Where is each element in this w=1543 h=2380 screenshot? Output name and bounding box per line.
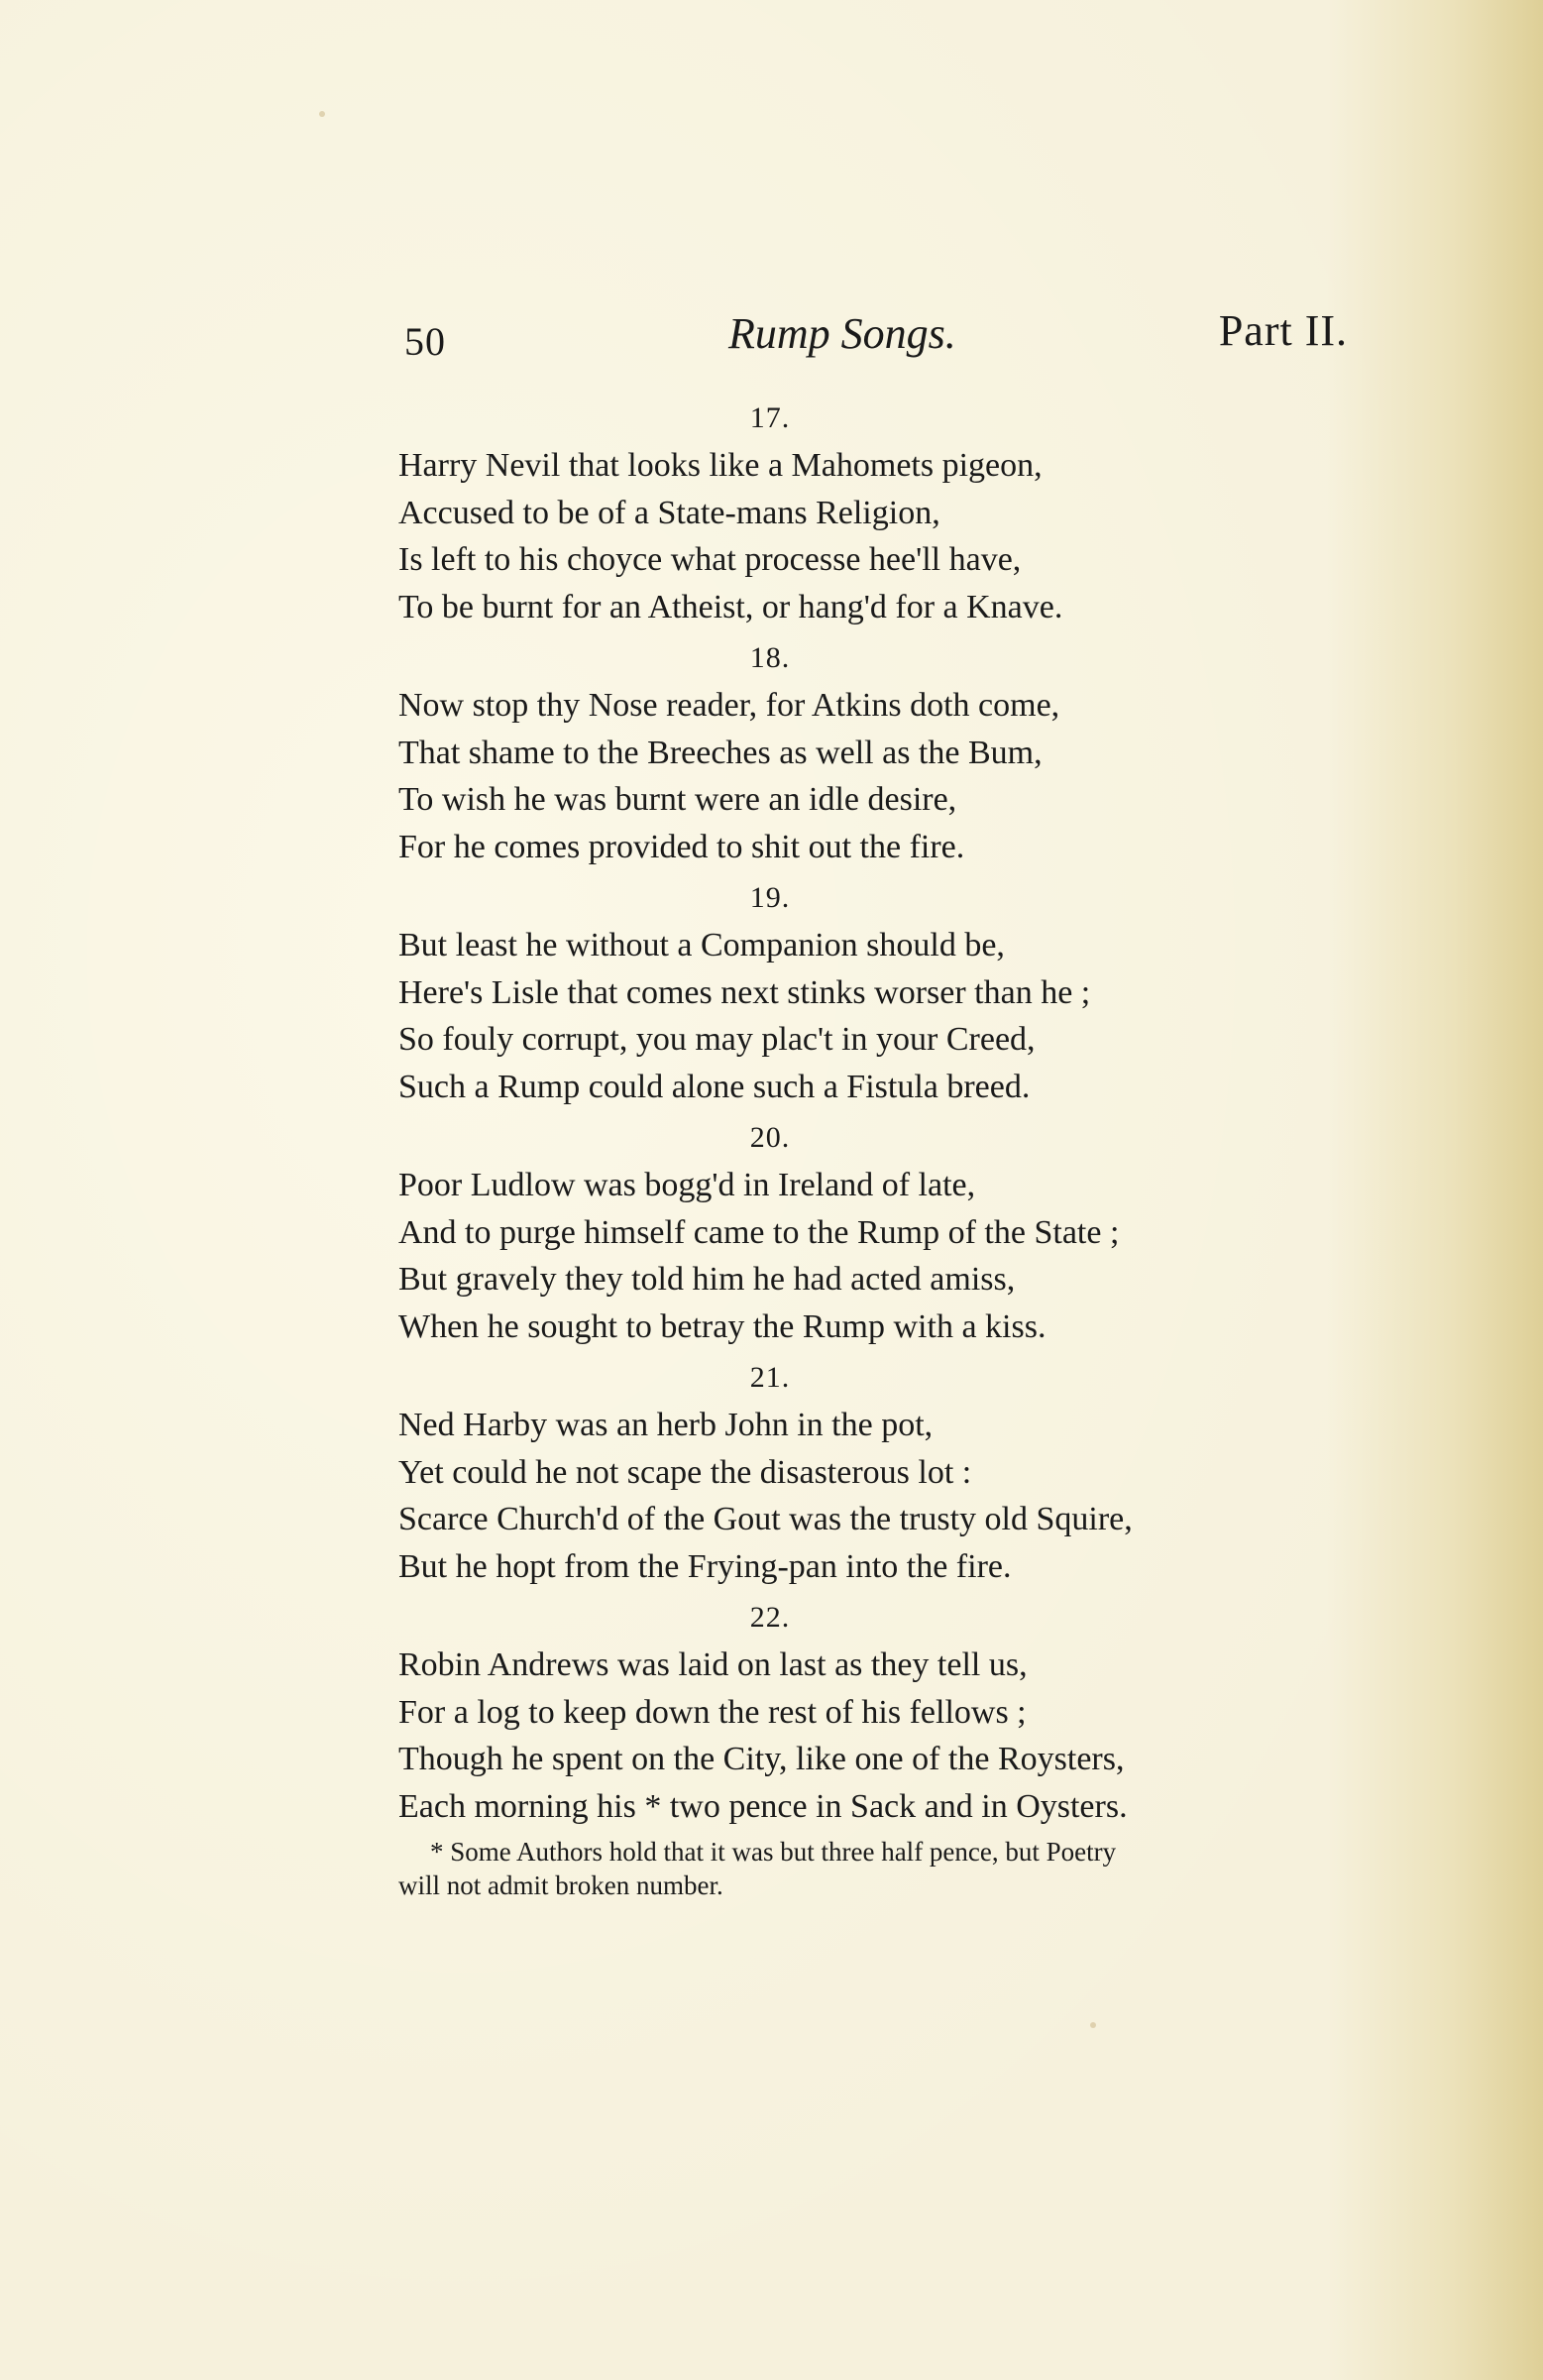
stanza-17	[398, 395, 1340, 630]
verse-line: Each morning his * two pence in Sack and in Oysters.	[398, 1787, 1128, 1825]
verse-line: Robin Andrews was laid on last as they tell us,	[398, 1646, 1028, 1683]
verse-line: To wish he was burnt were an idle desire,	[398, 781, 957, 818]
verse-line: Here's Lisle that comes next stinks worser than he ;	[398, 973, 1091, 1011]
stanza-21	[398, 1354, 1340, 1590]
verse-line: That shame to the Breeches as well as the Bum,	[398, 734, 1043, 771]
poem-body	[398, 395, 1340, 1834]
running-title: Rump Songs.	[728, 309, 956, 358]
verse-line: Poor Ludlow was bogg'd in Ireland of late,	[398, 1167, 976, 1203]
part-label: Part II.	[1218, 306, 1348, 355]
verse-line: But he hopt from the Frying-pan into the fire.	[398, 1547, 1012, 1585]
stanza-number: 17.	[749, 401, 791, 434]
stanza-22	[398, 1594, 1340, 1830]
stanza-number: 19.	[749, 881, 791, 914]
verse-line: And to purge himself came to the Rump of the State ;	[398, 1213, 1120, 1251]
verse-line: When he sought to betray the Rump with a kiss.	[398, 1307, 1047, 1345]
stanza-19	[398, 874, 1340, 1110]
paper-spot	[1090, 2022, 1096, 2028]
verse-line: So fouly corrupt, you may plac't in your Creed,	[398, 1021, 1036, 1058]
footnote-line: * Some Authors hold that it was but three half pence, but Poetry	[430, 1837, 1117, 1867]
verse-line: To be burnt for an Atheist, or hang'd for a Knave.	[398, 588, 1063, 625]
verse-line: For he comes provided to shit out the fire.	[398, 828, 965, 865]
footnote	[398, 1835, 1340, 1902]
stanza-number: 18.	[749, 641, 791, 674]
verse-line: Scarce Church'd of the Gout was the trusty old Squire,	[398, 1501, 1133, 1537]
stanza-number: 20.	[749, 1121, 791, 1154]
verse-line: Yet could he not scape the disasterous lot :	[398, 1453, 972, 1491]
verse-line: For a log to keep down the rest of his fellows ;	[398, 1693, 1027, 1731]
verse-line: But least he without a Companion should be,	[398, 927, 1005, 963]
verse-line: Is left to his choyce what processe hee'll have,	[398, 541, 1022, 578]
verse-line: Now stop thy Nose reader, for Atkins doth come,	[398, 687, 1060, 724]
stanza-number: 22.	[749, 1601, 791, 1634]
footnote-line: will not admit broken number.	[398, 1870, 723, 1900]
page-number: 50	[404, 319, 446, 364]
verse-line: Such a Rump could alone such a Fistula breed.	[398, 1068, 1031, 1105]
verse-line: Accused to be of a State-mans Religion,	[398, 494, 940, 531]
verse-line: Ned Harby was an herb John in the pot,	[398, 1407, 934, 1443]
verse-line: Though he spent on the City, like one of the Roysters,	[398, 1741, 1125, 1777]
verse-line: Harry Nevil that looks like a Mahomets pigeon,	[398, 447, 1043, 484]
stanza-20	[398, 1114, 1340, 1350]
verse-line: But gravely they told him he had acted amiss,	[398, 1261, 1016, 1298]
paper-spot	[319, 111, 325, 117]
stanza-number: 21.	[749, 1361, 791, 1394]
page-header	[396, 300, 1348, 364]
stanza-18	[398, 634, 1340, 870]
